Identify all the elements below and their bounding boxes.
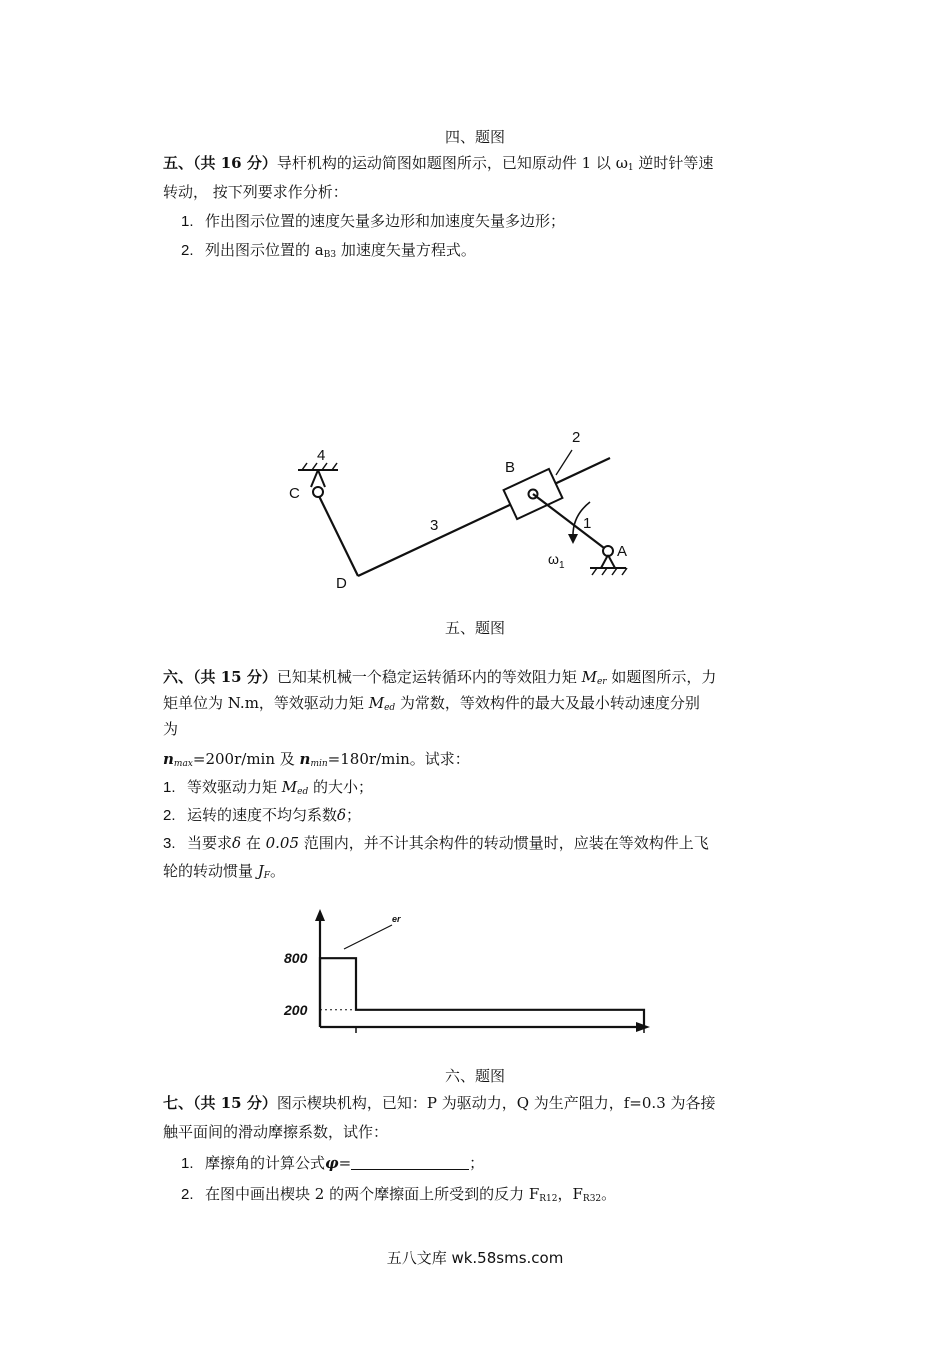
q7-line1: 七、（共 15 分）图示楔块机构，已知：P 为驱动力，Q 为生产阻力，f=0.3 为各接 [163, 1094, 716, 1112]
footer-watermark: 五八文库 wk.58sms.com [386, 1249, 564, 1267]
q6-line-last: 轮的转动惯量 $J_F$。 [163, 862, 286, 881]
q7-line2: 触平面间的滑动摩擦系数，试作： [163, 1123, 389, 1141]
q5-line1: 五、（共 16 分）导杆机构的运动简图如题图所示，已知原动件 1 以 $\omega_1$ 逆时针等速 [163, 154, 714, 173]
q5-item-2: 2. 列出图示位置的 $a_{B3}$ 加速度矢量方程式。 [181, 241, 476, 260]
y-tick-label-200: 200 [284, 1001, 308, 1018]
q5-item-1: 1. 作出图示位置的速度矢量多边形和加速度矢量多边形； [181, 212, 566, 230]
q6-heading: 六、（共 15 分） [163, 668, 277, 686]
y-axis-arrow [315, 909, 325, 921]
q7-heading: 七、（共 15 分） [163, 1094, 277, 1112]
q6-line3: 为 [163, 720, 179, 738]
y-tick-label-800: 800 [284, 950, 308, 967]
curve-label-leader [344, 925, 392, 949]
label-3: 3 [430, 517, 439, 534]
answer-blank [351, 1155, 469, 1170]
label-omega: $\omega_1$ [548, 551, 565, 571]
q6-line2: 矩单位为 N.m，等效驱动力矩 $M_{ed}$ 为常数，等效构件的最大及最小转动速度分别 [163, 694, 700, 713]
q7-item-2: 2. 在图中画出楔块 2 的两个摩擦面上所受到的反力 $F_{R12}$，$F_{R32}$。 [181, 1185, 617, 1204]
curve-label: er [392, 914, 401, 924]
label-1: 1 [583, 515, 592, 532]
label-D: D [336, 575, 347, 592]
label-A: A [617, 543, 628, 560]
label-C: C [289, 485, 300, 502]
mechanism-diagram [280, 420, 640, 595]
q5-heading: 五、（共 16 分） [163, 154, 277, 172]
q6-item-1: 1. 等效驱动力矩 $M_{ed}$ 的大小； [163, 778, 374, 797]
torque-chart [280, 905, 660, 1040]
label-B: B [505, 459, 516, 476]
label-2: 2 [572, 429, 581, 446]
q6-item-3: 3. 当要求δ 在 0.05 范围内，并不计其余构件的转动惯量时，应装在等效构件上飞 [163, 834, 709, 852]
label-4: 4 [317, 447, 326, 464]
q6-item-2: 2. 运转的速度不均匀系数δ； [163, 806, 362, 824]
caption-q5: 五、题图 [444, 619, 505, 637]
caption-q4: 四、题图 [444, 128, 505, 146]
q6-line1: 六、（共 15 分）已知某机械一个稳定运转循环内的等效阻力矩 $M_{er}$ 如题图所示，力 [163, 668, 717, 687]
q7-item-1: 1. 摩擦角的计算公式φ= ； [181, 1154, 485, 1172]
q6-speeds: $n_{max}=200r/\min$ 及 $n_{min}=180r/\min$。试求： [163, 750, 470, 769]
caption-q6: 六、题图 [444, 1067, 505, 1085]
q5-line2: 转动， 按下列要求作分析： [163, 183, 348, 201]
torque-curve [320, 958, 644, 1027]
